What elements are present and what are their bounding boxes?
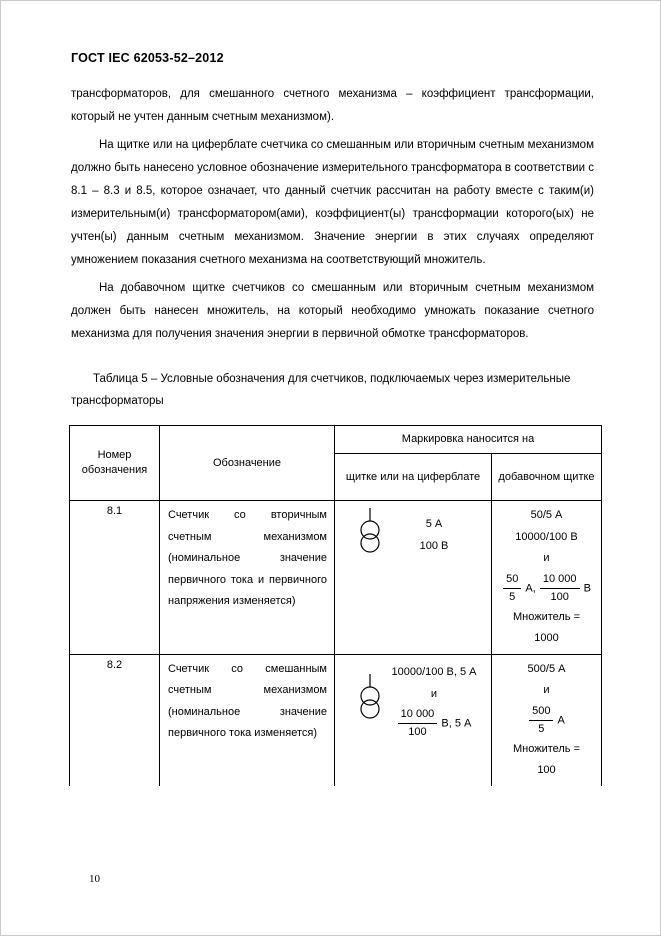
fraction-numerator: 50 bbox=[503, 573, 521, 589]
table-row-8-1 bbox=[70, 501, 602, 655]
row-8-2-number: 8.2 bbox=[70, 654, 160, 786]
fraction-denominator: 100 bbox=[550, 590, 569, 603]
doc-title: ГОСТ IEC 62053-52–2012 bbox=[71, 51, 224, 65]
page-number: 10 bbox=[89, 873, 100, 885]
fraction-numerator: 10 000 bbox=[540, 573, 580, 589]
additional-fraction-line bbox=[495, 570, 598, 607]
fraction-unit: А bbox=[557, 713, 565, 726]
fraction-voltage bbox=[540, 573, 580, 604]
row-8-1-plate-cell bbox=[335, 501, 492, 655]
plate-current-value: 5 А bbox=[425, 518, 443, 530]
multiplier-label: Множитель = bbox=[512, 742, 581, 755]
header-plate-column: щитке или на циферблате bbox=[335, 454, 492, 501]
fraction-unit: В, 5 А bbox=[441, 716, 472, 729]
row-8-2-designation: Счетчик со смешанным счетным механизмом (номинальное значение первичного тока изменяется) bbox=[160, 654, 335, 786]
header-additional-column: добавочном щитке bbox=[492, 454, 602, 501]
row-8-1-additional-cell bbox=[492, 501, 602, 655]
plate-content bbox=[339, 507, 487, 563]
transformer-symbol-icon bbox=[359, 507, 381, 563]
transformer-symbol-icon bbox=[359, 673, 381, 729]
plate-content bbox=[339, 661, 487, 742]
paragraph-2: На щитке или на циферблате счетчика со смешанным или вторичным счетным механизмом должно быть нанесено условное обозначение измерительного трансформатора в соответствии с 8.1 – 8.3 и 8.5, которое означает, что данный счетчик рассчитан на работу вместе с таким(и) измерительным(и) трансформатором(ами), коэффициент(ы) трансформации которого(ых) не учтен(ы) данным счетным механизмом. Значение энергии в этих случаях определяют умножением показания счетного механизма на соответствующий множитель. bbox=[71, 139, 594, 266]
header-designation-column: Обозначение bbox=[160, 426, 335, 501]
plate-fraction-line bbox=[383, 705, 485, 742]
additional-and: и bbox=[543, 552, 550, 564]
header-number-column: Номер обозначения bbox=[70, 426, 160, 501]
plate-voltage-value: 100 В bbox=[419, 540, 449, 552]
fraction-denominator: 5 bbox=[509, 590, 516, 603]
fraction-voltage bbox=[398, 708, 438, 739]
paragraph-1: трансформаторов, для смешанного счетного механизма – коэффициент трансформации, который не учтен данным счетным механизмом). bbox=[71, 88, 594, 123]
additional-line-1: 50/5 А bbox=[530, 509, 563, 521]
additional-fraction-line bbox=[495, 702, 598, 739]
plate-value-line: 10000/100 В, 5 А bbox=[391, 665, 477, 678]
multiplier-label: Множитель = bbox=[512, 610, 581, 623]
fraction-numerator: 10 000 bbox=[398, 708, 438, 724]
row-8-2-plate-cell bbox=[335, 654, 492, 786]
fraction-numerator: 500 bbox=[529, 705, 553, 721]
header-marking-group: Маркировка наносится на bbox=[335, 426, 602, 454]
row-8-1-designation: Счетчик со вторичным счетным механизмом (номинальное значение первичного тока и первичного напряжения изменяется) bbox=[160, 501, 335, 655]
fraction-current bbox=[529, 705, 553, 736]
fraction-unit: А, bbox=[525, 581, 536, 594]
plate-text bbox=[383, 513, 485, 557]
fraction-unit: В bbox=[583, 581, 591, 594]
table-header bbox=[70, 426, 602, 501]
table-caption: Таблица 5 – Условные обозначения для счетчиков, подключаемых через измерительные трансформаторы bbox=[71, 373, 571, 407]
table-header-row-top bbox=[70, 426, 602, 454]
row-8-1-number: 8.1 bbox=[70, 501, 160, 655]
table-row-8-2 bbox=[70, 654, 602, 786]
multiplier-value: 1000 bbox=[534, 632, 559, 644]
table-5 bbox=[69, 425, 602, 786]
additional-line-2: 10000/100 В bbox=[515, 530, 578, 543]
row-8-2-additional-cell bbox=[492, 654, 602, 786]
additional-line-1: 500/5 А bbox=[527, 662, 566, 675]
paragraph-3: На добавочном щитке счетчиков со смешанным или вторичным счетным механизмом должен быть нанесен множитель, на который необходимо умножать показание счетного механизма для получения значения энергии в первичной обмотке трансформаторов. bbox=[71, 282, 594, 340]
fraction-denominator: 5 bbox=[538, 722, 545, 735]
multiplier-value: 100 bbox=[537, 764, 556, 776]
plate-and: и bbox=[430, 687, 438, 700]
plate-text bbox=[383, 661, 485, 742]
fraction-current bbox=[503, 573, 521, 604]
additional-and: и bbox=[543, 684, 550, 696]
table-body bbox=[70, 501, 602, 786]
fraction-denominator: 100 bbox=[408, 725, 427, 738]
